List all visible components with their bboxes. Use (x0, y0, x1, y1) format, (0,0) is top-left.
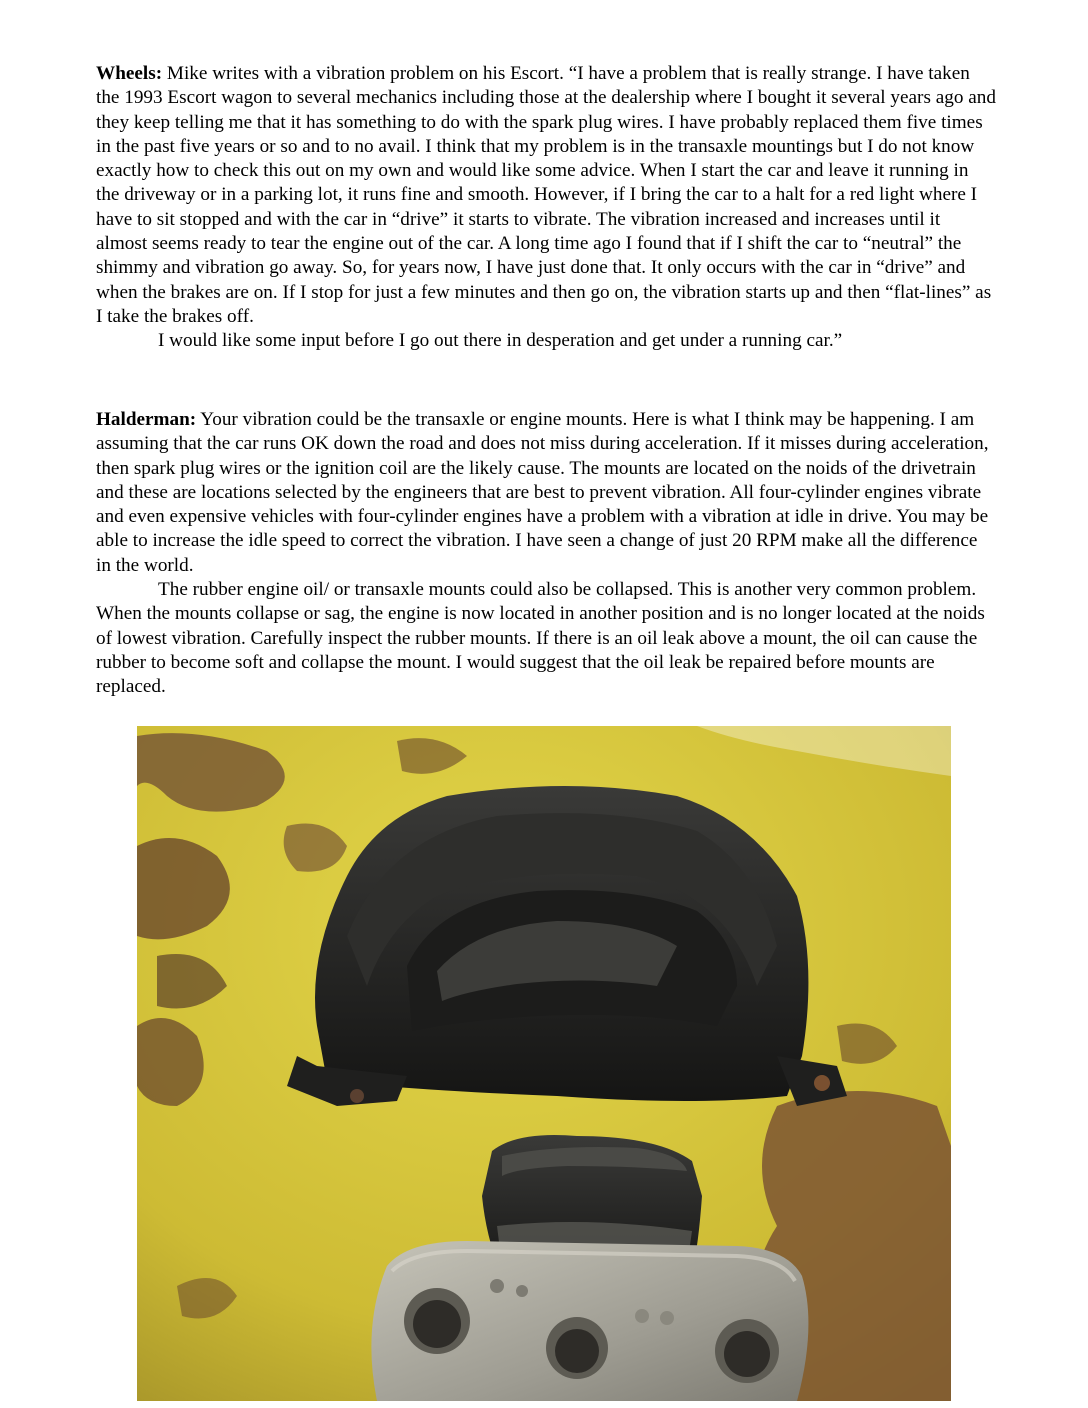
reader-letter (96, 62, 996, 354)
answer-body-text: Your vibration could be the transaxle or engine mounts. Here is what I think may be happening. I am assuming that the car runs OK down the road and does not miss during acceleration. If it misses during acceleration, then spark plug wires or the ignition coil are the likely cause. The mounts are located on the noids of the drivetrain and these are locations selected by the engineers that are best to prevent vibration. All four-cylinder engines vibrate and even expensive vehicles with four-cylinder engines have a problem with a vibration at idle in drive. You may be able to increase the idle speed to correct the vibration. I have seen a change of just 20 RPM make all the difference in the world. (96, 409, 989, 576)
letter-body-text: Mike writes with a vibration problem on his Escort. “I have a problem that is really strange. I have taken the 1993 Escort wagon to several mechanics including those at the dealership where I bought it several years ago and they keep telling me that it has something to do with the spark plug wires. I have probably replaced them five times in the past five years or so and to no avail. I think that my problem is in the transaxle mountings but I do not know exactly how to check this out on my own and would like some advice. When I start the car and leave it running in the driveway or in a parking lot, it runs fine and smooth. However, if I bring the car to a halt for a red light where I have to sit stopped and with the car in “drive” it starts to vibrate. The vibration increased and increases until it almost seems ready to tear the engine out of the car. A long time ago I found that if I shift the car to “neutral” the shimmy and vibration go away. So, for years now, I have just done that. It only occurs with the car in “drive” and when the brakes are on. If I stop for just a few minutes and then go on, the vibration starts up and then “flat-lines” as I take the brakes off. (96, 63, 996, 327)
speaker-label-wheels: Wheels: (96, 63, 163, 84)
letter-paragraph-1 (96, 62, 996, 329)
letter-paragraph-2: I would like some input before I go out there in desperation and get under a running car.” (158, 330, 843, 352)
speaker-label-halderman: Halderman: (96, 409, 197, 430)
answer-paragraph-1 (96, 408, 996, 578)
aluminum-bracket (371, 1241, 808, 1401)
expert-answer (96, 408, 996, 700)
answer-paragraph-2: The rubber engine oil/ or transaxle mounts could also be collapsed. This is another very common problem. When the mounts collapse or sag, the engine is now located in another position and is no longer located at the noids of lowest vibration. Carefully inspect the rubber mounts. If there is an oil leak above a mount, the oil can cause the rubber to become soft and collapse the mount. I would suggest that the oil leak be repaired before mounts are replaced. (96, 579, 985, 698)
engine-mount-photo (137, 726, 951, 1401)
